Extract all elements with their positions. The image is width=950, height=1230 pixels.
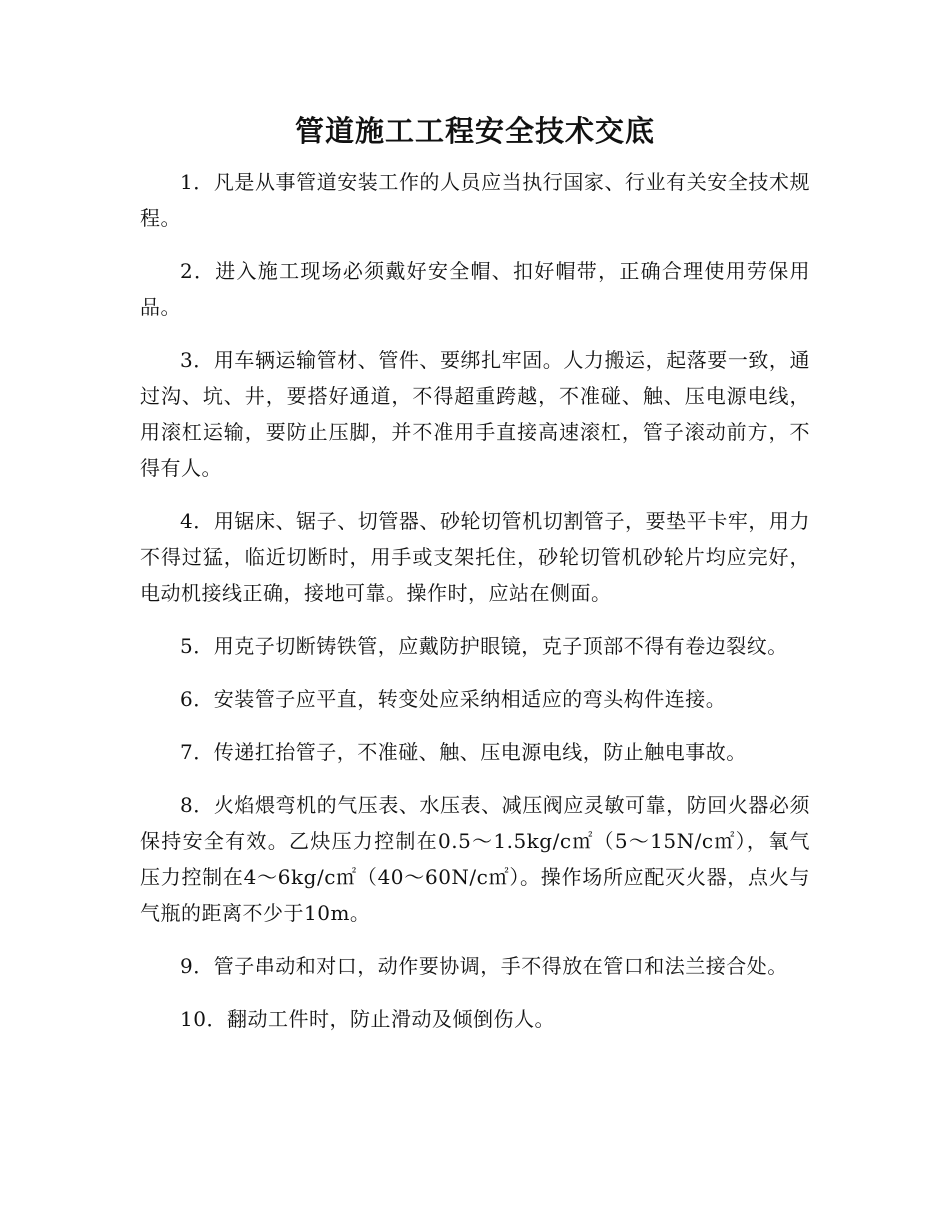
paragraph-2: 2．进入施工现场必须戴好安全帽、扣好帽带，正确合理使用劳保用品。: [140, 259, 810, 319]
paragraph-1: 1．凡是从事管道安装工作的人员应当执行国家、行业有关安全技术规程。: [140, 170, 810, 230]
paragraph-8: 8．火焰煨弯机的气压表、水压表、减压阀应灵敏可靠，防回火器必须保持安全有效。乙炔压力控制在0.5～1.5kg/c㎡（5～15N/c㎡），氧气压力控制在4～6kg/c㎡（40～60N/c㎡）。操作场所应配灭火器，点火与气瓶的距离不少于10m。: [140, 793, 810, 925]
paragraph-9: 9．管子串动和对口，动作要协调，手不得放在管口和法兰接合处。: [180, 954, 788, 978]
paragraph-6: 6．安装管子应平直，转变处应采纳相适应的弯头构件连接。: [180, 687, 727, 711]
document-page: [140, 108, 810, 1054]
paragraph-4: 4．用锯床、锯子、切管器、砂轮切管机切割管子，要垫平卡牢，用力不得过猛，临近切断时，用手或支架托住，砂轮切管机砂轮片均应完好，电动机接线正确，接地可靠。操作时，应站在侧面。: [140, 509, 810, 605]
paragraph-7: 7．传递扛抬管子，不准碰、触、压电源电线，防止触电事故。: [180, 740, 747, 764]
document-title: 管道施工工程安全技术交底: [294, 114, 655, 148]
paragraph-3: 3．用车辆运输管材、管件、要绑扎牢固。人力搬运，起落要一致，通过沟、坑、井，要搭好通道，不得超重跨越，不准碰、触、压电源电线，用滚杠运输，要防止压脚，并不准用手直接高速滚杠，管子滚动前方，不得有人。: [140, 348, 810, 480]
paragraph-10: 10．翻动工件时，防止滑动及倾倒伤人。: [180, 1007, 555, 1031]
paragraph-5: 5．用克子切断铸铁管，应戴防护眼镜，克子顶部不得有卷边裂纹。: [180, 634, 788, 658]
